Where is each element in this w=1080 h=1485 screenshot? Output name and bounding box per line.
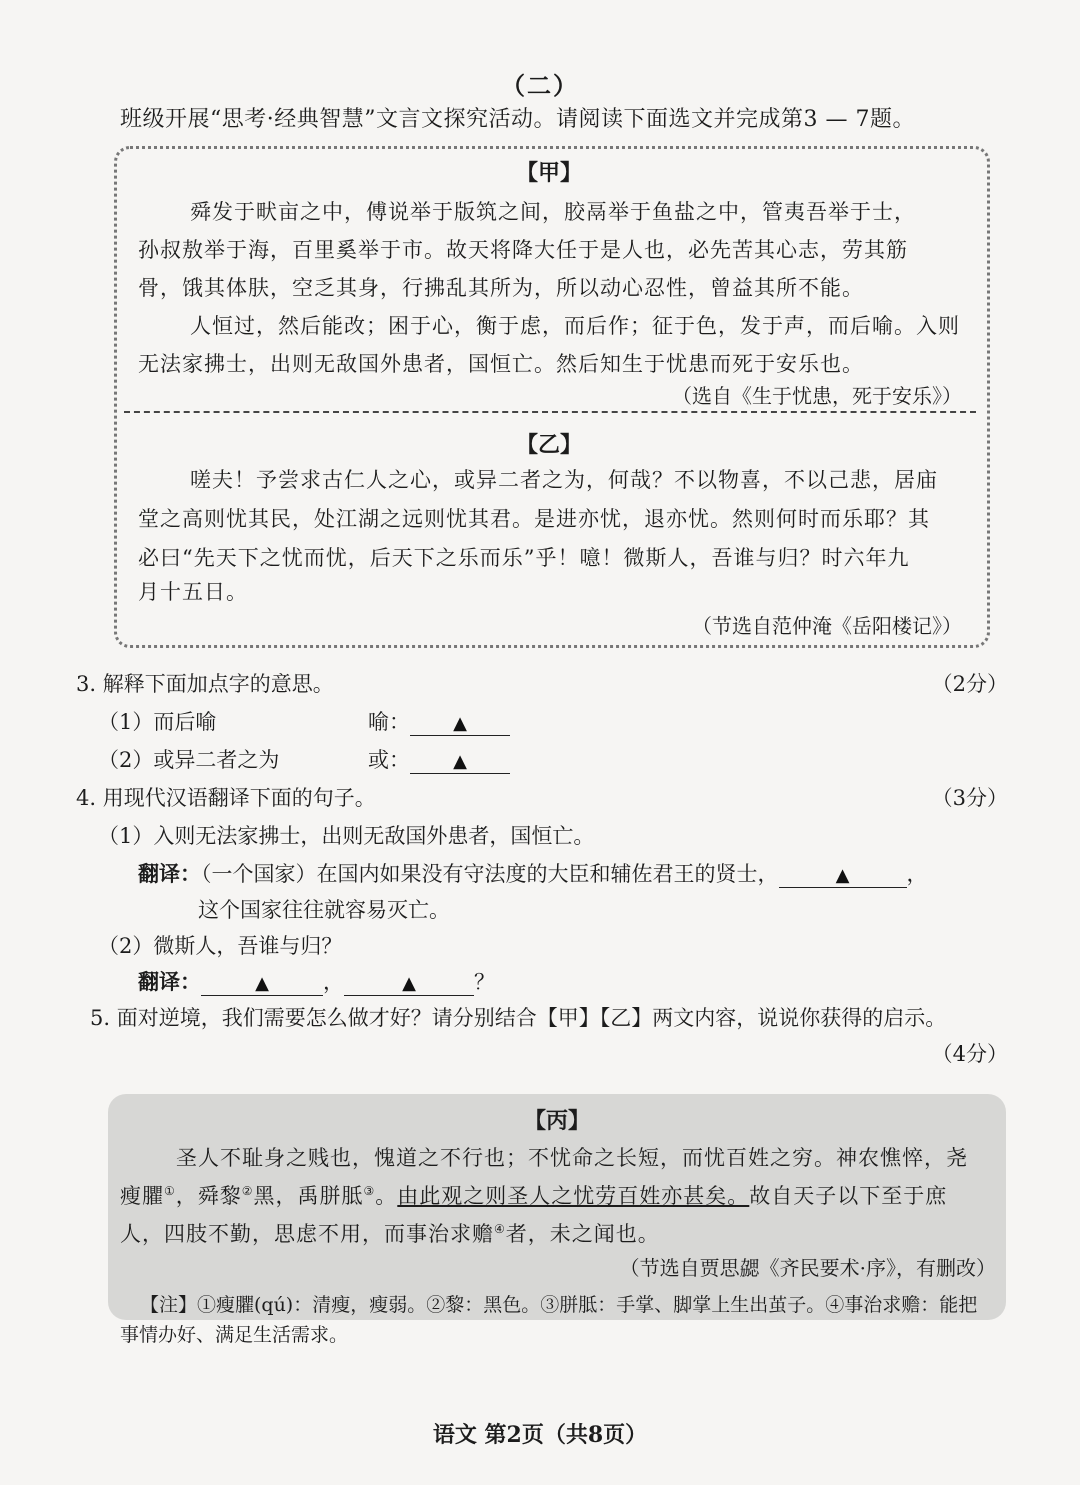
bing-text: 黑，禹胼胝 (253, 1184, 364, 1208)
q4-stem: 4. 用现代汉语翻译下面的句子。 (76, 786, 376, 810)
passage-separator (124, 411, 976, 413)
bing-note: 事情办好、满足生活需求。 (120, 1324, 349, 1346)
jia-line: 骨，饿其体肤，空乏其身，行拂乱其所为，所以动心忍性，曾益其所不能。 (138, 276, 864, 300)
bing-text: 瘦臞 (120, 1184, 164, 1208)
q3-stem: 3. 解释下面加点字的意思。 (76, 672, 334, 696)
jia-source: （选自《生于忧患，死于安乐》） (672, 384, 962, 408)
bing-text: 。 (375, 1184, 398, 1208)
translation-qmark: ？ (474, 970, 495, 994)
q3-item2-answer (368, 744, 510, 774)
translation-label: 翻译： (138, 969, 201, 994)
bing-line (120, 1218, 660, 1248)
bing-text: 人，四肢不勤，思虑不用，而事治求赡 (120, 1222, 494, 1246)
translation-comma: ， (906, 862, 928, 886)
jia-line: 人恒过，然后能改；困于心，衡于虑，而后作；征于色，发于声，而后喻。入则 (190, 314, 960, 338)
translation-text: （一个国家）在国内如果没有守法度的大臣和辅佐君王的贤士， (201, 862, 779, 886)
translation-label: 翻译： (138, 861, 201, 886)
blank-triangle-icon: ▲ (453, 713, 467, 734)
q3-item1-answer (368, 706, 510, 736)
bing-underlined-sentence: 由此观之则圣人之忧劳百姓亦甚矣。 (397, 1184, 750, 1208)
q3-item2-label: 或： (368, 748, 410, 772)
yi-line: 嗟夫！予尝求古仁人之心，或异二者之为，何哉？不以物喜，不以己悲，居庙 (190, 468, 938, 492)
q4-translation1-line2: 这个国家往往就容易灭亡。 (198, 898, 450, 922)
yi-line: 堂之高则忧其民，处江湖之远则忧其君。是进亦忧，退亦忧。然则何时而乐耶？其 (138, 507, 930, 531)
q4-translation2 (138, 966, 495, 996)
bing-text: 故自天子以下至于庶 (749, 1184, 948, 1208)
yi-line: 必曰“先天下之忧而忧，后天下之乐而乐”乎！噫！微斯人，吾谁与归？时六年九 (138, 546, 910, 570)
bing-text: ，舜黎 (175, 1184, 242, 1208)
yi-heading: 【乙】 (515, 432, 582, 458)
q3-score: （2分） (931, 672, 1008, 696)
q3-item1-label: 喻： (368, 710, 410, 734)
q3-item1: （1）而后喻 (98, 710, 217, 734)
q4-translation1 (138, 858, 928, 888)
answer-blank[interactable] (344, 969, 474, 996)
blank-triangle-icon: ▲ (402, 973, 416, 994)
jia-line: 无法家拂士，出则无敌国外患者，国恒亡。然后知生于忧患而死于安乐也。 (138, 352, 864, 376)
q4-score: （3分） (931, 786, 1008, 810)
footnote-mark: ② (241, 1184, 254, 1198)
bing-note: 【注】①瘦臞(qú)：清瘦，瘦弱。②黎：黑色。③胼胝：手掌、脚掌上生出茧子。④事治求赡：能把 (140, 1294, 978, 1316)
q4-item1: （1）入则无法家拂士，出则无敌国外患者，国恒亡。 (98, 824, 595, 848)
yi-line: 月十五日。 (138, 580, 248, 604)
jia-line: 舜发于畎亩之中，傅说举于版筑之间，胶鬲举于鱼盐之中，管夷吾举于士， (190, 200, 916, 224)
footnote-mark: ③ (363, 1184, 376, 1198)
q5-score: （4分） (931, 1042, 1008, 1066)
yi-source: （节选自范仲淹《岳阳楼记》） (692, 614, 962, 638)
blank-triangle-icon: ▲ (453, 751, 467, 772)
blank-triangle-icon: ▲ (835, 865, 850, 886)
section-intro: 班级开展“思考·经典智慧”文言文探究活动。请阅读下面选文并完成第3 — 7题。 (120, 107, 915, 132)
section-title: （二） (501, 71, 579, 100)
q3-item2: （2）或异二者之为 (98, 748, 280, 772)
answer-blank[interactable] (779, 861, 907, 888)
answer-blank[interactable] (410, 747, 510, 774)
bing-text: 者，未之闻也。 (505, 1222, 660, 1246)
bing-heading: 【丙】 (523, 1108, 590, 1134)
jia-heading: 【甲】 (515, 160, 582, 186)
jia-line: 孙叔敖举于海，百里奚举于市。故天将降大任于是人也，必先苦其心志，劳其筋 (138, 238, 908, 262)
answer-blank[interactable] (201, 969, 323, 996)
q5-stem: 5. 面对逆境，我们需要怎么做才好？请分别结合【甲】【乙】两文内容，说说你获得的启示。 (90, 1006, 947, 1030)
translation-comma: ， (323, 970, 344, 994)
footnote-mark: ① (164, 1184, 176, 1198)
bing-source: （节选自贾思勰《齐民要术·序》，有删改） (619, 1256, 996, 1280)
answer-blank[interactable] (410, 709, 510, 736)
blank-triangle-icon: ▲ (255, 973, 269, 994)
bing-line: 圣人不耻身之贱也，愧道之不行也；不忧命之长短，而忧百姓之穷。神农憔悴，尧 (176, 1146, 968, 1170)
q4-item2: （2）微斯人，吾谁与归？ (98, 934, 343, 958)
footnote-mark: ④ (494, 1222, 506, 1236)
page-footer: 语文 第2页（共8页） (432, 1422, 648, 1448)
bing-line (120, 1180, 947, 1210)
